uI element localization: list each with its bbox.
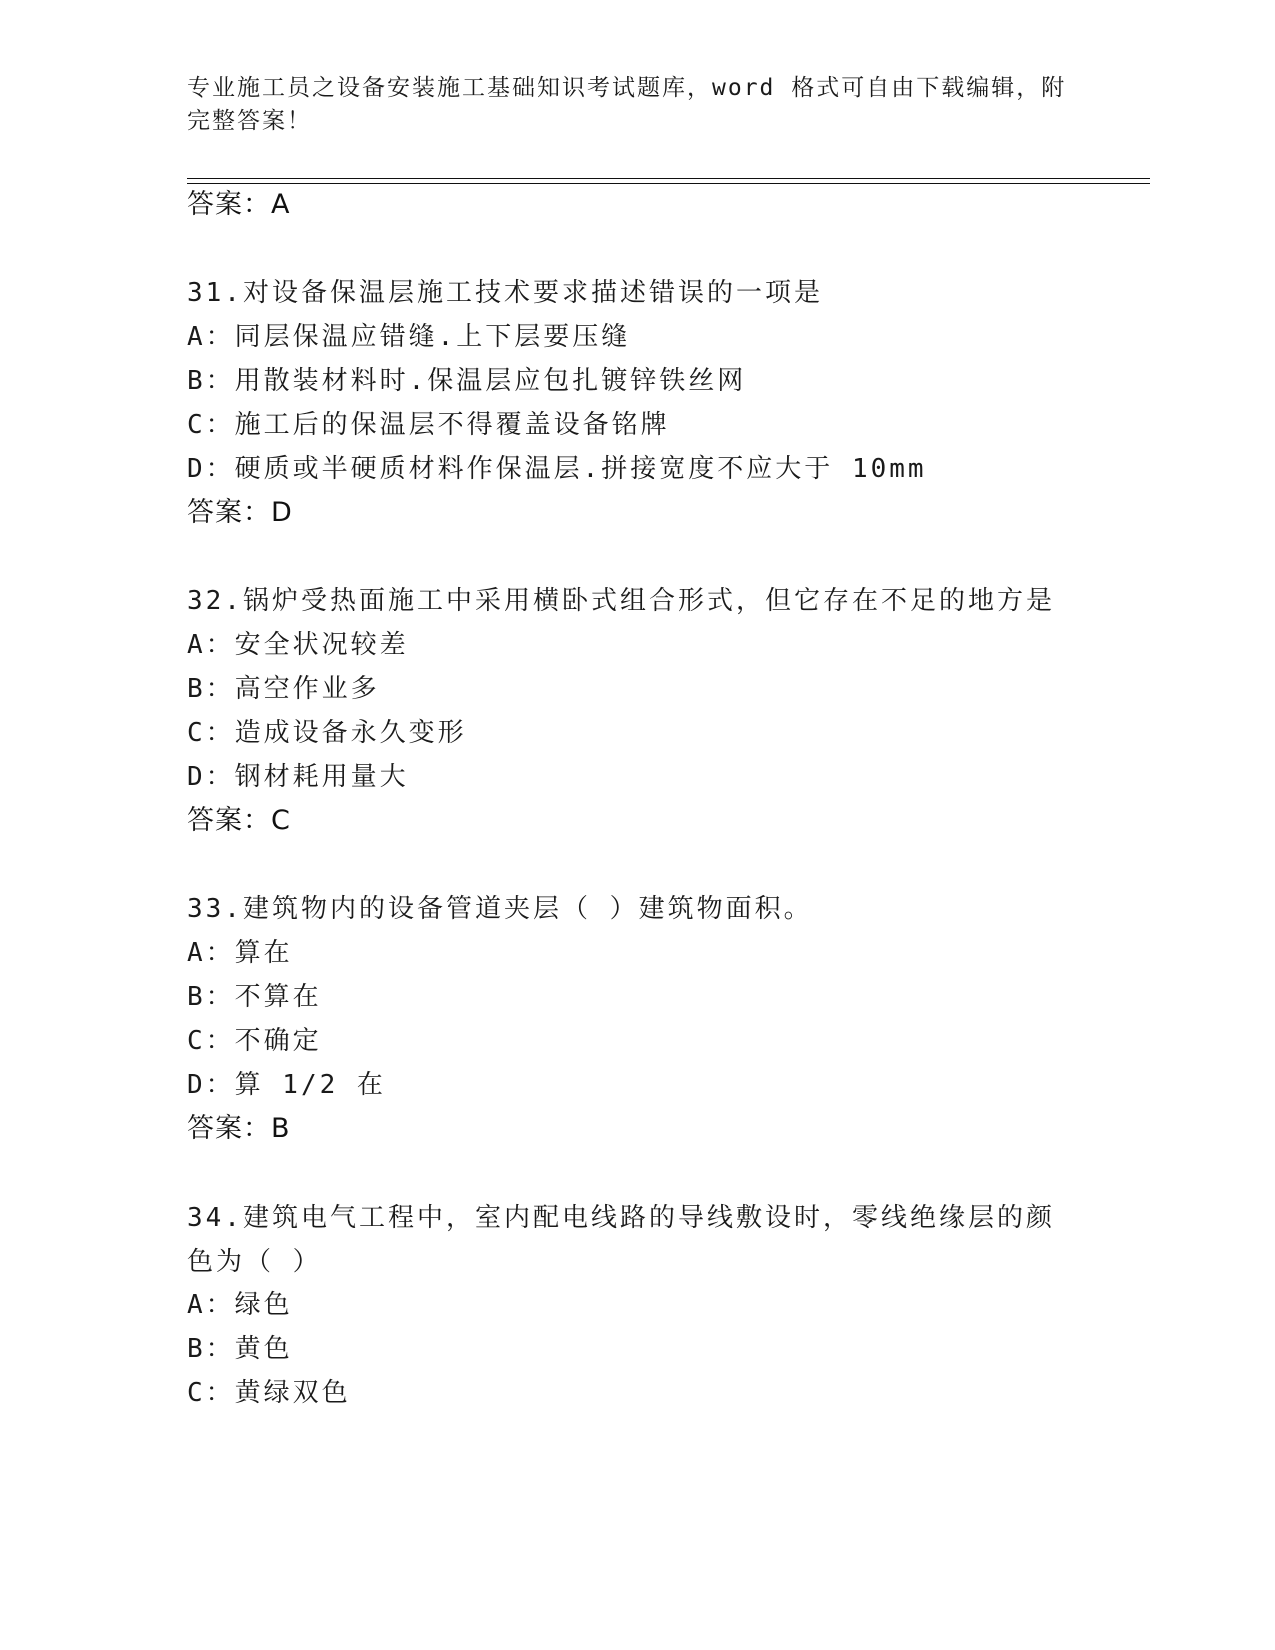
option-b: B：用散装材料时.保温层应包扎镀锌铁丝网 [187, 366, 747, 396]
question-stem: 32.锅炉受热面施工中采用横卧式组合形式，但它存在不足的地方是 [187, 586, 1055, 616]
question-stem: 31.对设备保温层施工技术要求描述错误的一项是 [187, 278, 823, 308]
option-c: C：不确定 [187, 1026, 322, 1056]
option-a: A：绿色 [187, 1290, 293, 1320]
option-a: A：安全状况较差 [187, 630, 409, 660]
option-d: D：钢材耗用量大 [187, 762, 409, 792]
option-d: D：算 1/2 在 [187, 1070, 386, 1100]
question-stem: 33.建筑物内的设备管道夹层（ ）建筑物面积。 [187, 894, 813, 924]
header-divider-top [187, 178, 1150, 179]
answer-line: 答案：A [187, 189, 291, 220]
answer-line: 答案：C [187, 805, 291, 836]
document-header: 专业施工员之设备安装施工基础知识考试题库，word 格式可自由下载编辑，附完整答案！ [187, 75, 1067, 134]
option-a: A：算在 [187, 938, 293, 968]
question-stem: 34.建筑电气工程中，室内配电线路的导线敷设时，零线绝缘层的颜色为（ ） [187, 1203, 1055, 1277]
answer-line: 答案：B [187, 1113, 291, 1144]
option-b: B：不算在 [187, 982, 322, 1012]
option-b: B：高空作业多 [187, 674, 380, 704]
option-d: D：硬质或半硬质材料作保温层.拼接宽度不应大于 10mm [187, 454, 927, 484]
option-c: C：施工后的保温层不得覆盖设备铭牌 [187, 410, 670, 440]
option-b: B：黄色 [187, 1334, 293, 1364]
header-divider-bottom [187, 183, 1150, 184]
option-c: C：造成设备永久变形 [187, 718, 467, 748]
option-c: C：黄绿双色 [187, 1378, 351, 1408]
answer-line: 答案：D [187, 497, 293, 528]
option-a: A：同层保温应错缝.上下层要压缝 [187, 322, 631, 352]
